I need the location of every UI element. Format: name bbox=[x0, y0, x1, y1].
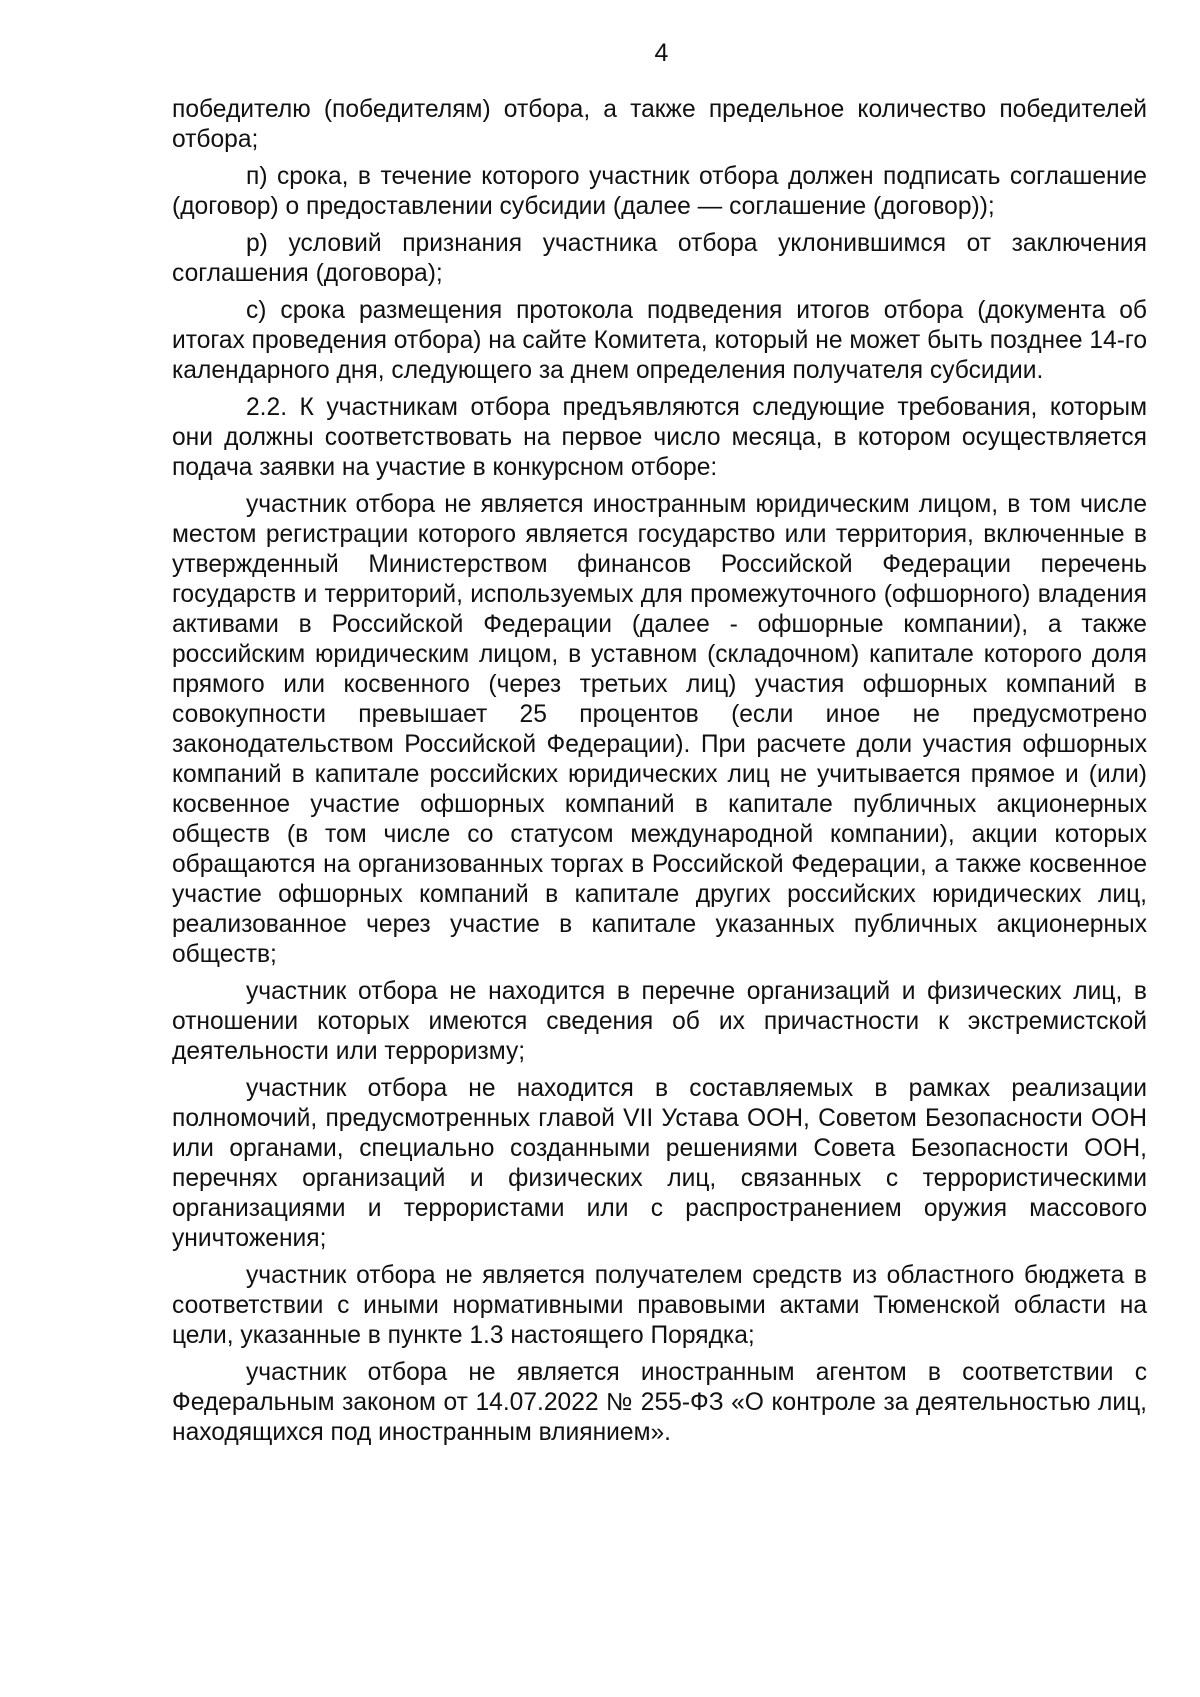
paragraph-item-p: п) срока, в течение которого участник отбора должен подписать соглашение (договор) о предоставлении субсидии (далее — соглашение (договор)); bbox=[172, 163, 1147, 220]
paragraph-section-2-2: 2.2. К участникам отбора предъявляются следующие требования, которым они должны соответствовать на первое число месяца, в котором осуществляется подача заявки на участие в конкурсном отборе: bbox=[172, 394, 1147, 481]
document-body bbox=[172, 95, 1147, 1455]
paragraph-item-r: р) условий признания участника отбора уклонившимся от заключения соглашения (договора); bbox=[172, 230, 1147, 287]
paragraph-requirement-foreign-agent: участник отбора не является иностранным агентом в соответствии с Федеральным законом от 14.07.2022 № 255-ФЗ «О контроле за деятельностью лиц, находящихся под иностранным влиянием». bbox=[172, 1359, 1147, 1446]
paragraph-requirement-offshore: участник отбора не является иностранным юридическим лицом, в том числе местом регистрации которого является государство или территория, включенные в утвержденный Министерством финансов Российской Федерации перечень государств и территорий, используемых для промежуточного (офшорного) владения активами в Российской Федерации (далее - офшорные компании), а также российским юридическим лицом, в уставном (складочном) капитале которого доля прямого или косвенного (через третьих лиц) участия офшорных компаний в совокупности превышает 25 процентов (если иное не предусмотрено законодательством Российской Федерации). При расчете доли участия офшорных компаний в капитале российских юридических лиц не учитывается прямое и (или) косвенное участие офшорных компаний в капитале публичных акционерных обществ (в том числе со статусом международной компании), акции которых обращаются на организованных торгах в Российской Федерации, а также косвенное участие офшорных компаний в капитале других российских юридических лиц, реализованное через участие в капитале указанных публичных акционерных обществ; bbox=[172, 491, 1147, 968]
paragraph-continuation: победителю (победителям) отбора, а также предельное количество победителей отбора; bbox=[172, 96, 1147, 153]
paragraph-requirement-un-lists: участник отбора не находится в составляемых в рамках реализации полномочий, предусмотренных главой VII Устава ООН, Советом Безопасности ООН или органами, специально созданными решениями Совета Безопасности ООН, перечнях организаций и физических лиц, связанных с террористическими организациями и террористами или с распространением оружия массового уничтожения; bbox=[172, 1075, 1147, 1252]
page-number: 4 bbox=[654, 39, 669, 67]
paragraph-requirement-budget: участник отбора не является получателем средств из областного бюджета в соответствии с иными нормативными правовыми актами Тюменской области на цели, указанные в пункте 1.3 настоящего Порядка; bbox=[172, 1262, 1147, 1349]
paragraph-item-s: с) срока размещения протокола подведения итогов отбора (документа об итогах проведения отбора) на сайте Комитета, который не может быть позднее 14-го календарного дня, следующего за днем определения получателя субсидии. bbox=[172, 297, 1147, 384]
paragraph-requirement-extremism: участник отбора не находится в перечне организаций и физических лиц, в отношении которых имеются сведения об их причастности к экстремистской деятельности или терроризму; bbox=[172, 978, 1147, 1065]
